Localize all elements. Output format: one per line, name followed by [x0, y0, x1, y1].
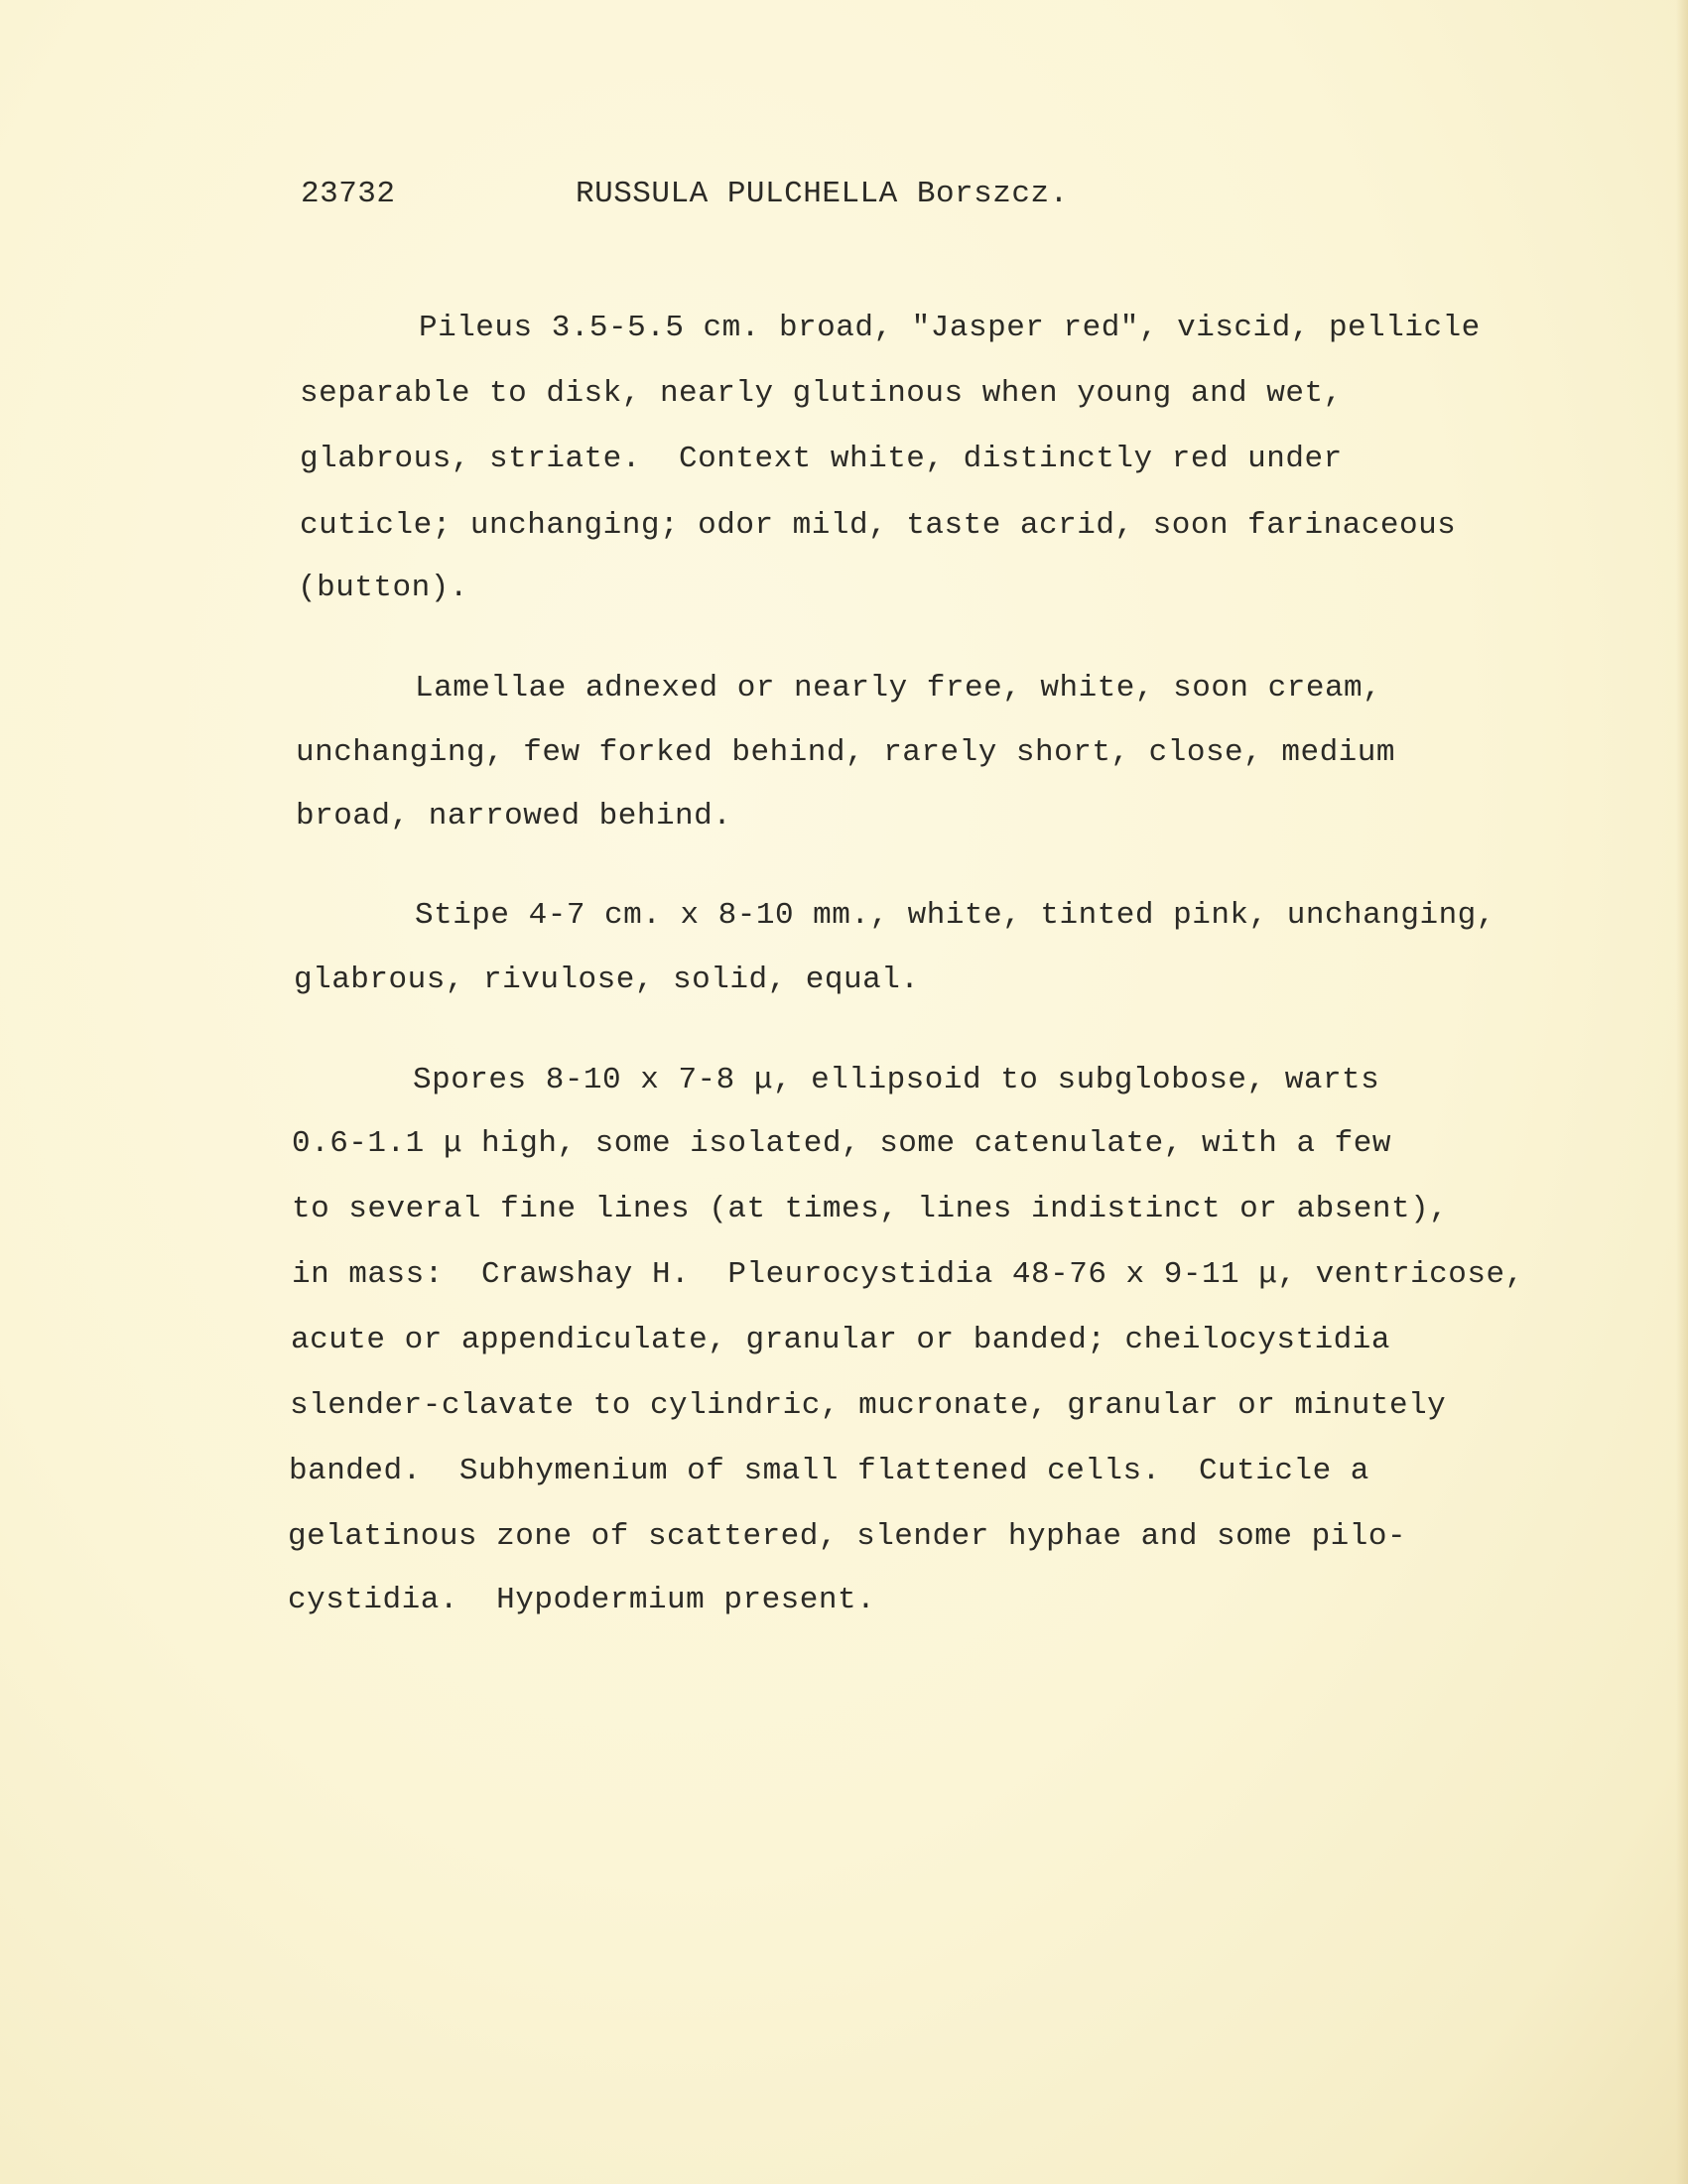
text-line: acute or appendiculate, granular or banded; cheilocystidia [291, 1323, 1390, 1357]
text-line: Lamellae adnexed or nearly free, white, soon cream, [415, 671, 1382, 706]
text-line: unchanging, few forked behind, rarely short, close, medium [296, 735, 1395, 770]
specimen-number: 23732 [301, 177, 396, 211]
text-line: slender-clavate to cylindric, mucronate, granular or minutely [290, 1388, 1447, 1423]
text-line: (button). [298, 571, 468, 605]
text-line: Stipe 4-7 cm. x 8-10 mm., white, tinted pink, unchanging, [415, 898, 1495, 933]
text-line: to several fine lines (at times, lines indistinct or absent), [292, 1192, 1449, 1226]
text-line: broad, narrowed behind. [296, 799, 732, 834]
text-line: separable to disk, nearly glutinous when young and wet, [300, 376, 1343, 411]
text-line: cuticle; unchanging; odor mild, taste acrid, soon farinaceous [300, 508, 1457, 543]
text-line: in mass: Crawshay H. Pleurocystidia 48-76 x 9-11 μ, ventricose, [292, 1257, 1524, 1292]
species-title: RUSSULA PULCHELLA Borszcz. [576, 177, 1069, 211]
text-line: Pileus 3.5-5.5 cm. broad, "Jasper red", viscid, pellicle [419, 311, 1481, 345]
text-line: gelatinous zone of scattered, slender hyphae and some pilo- [288, 1519, 1407, 1554]
text-line: banded. Subhymenium of small flattened cells. Cuticle a [289, 1454, 1369, 1488]
text-line: glabrous, rivulose, solid, equal. [294, 963, 920, 997]
text-line: Spores 8-10 x 7-8 μ, ellipsoid to subglobose, warts [413, 1063, 1380, 1097]
text-line: 0.6-1.1 μ high, some isolated, some catenulate, with a few [292, 1126, 1391, 1161]
text-line: glabrous, striate. Context white, distinctly red under [300, 442, 1343, 476]
text-line: cystidia. Hypodermium present. [288, 1583, 876, 1617]
